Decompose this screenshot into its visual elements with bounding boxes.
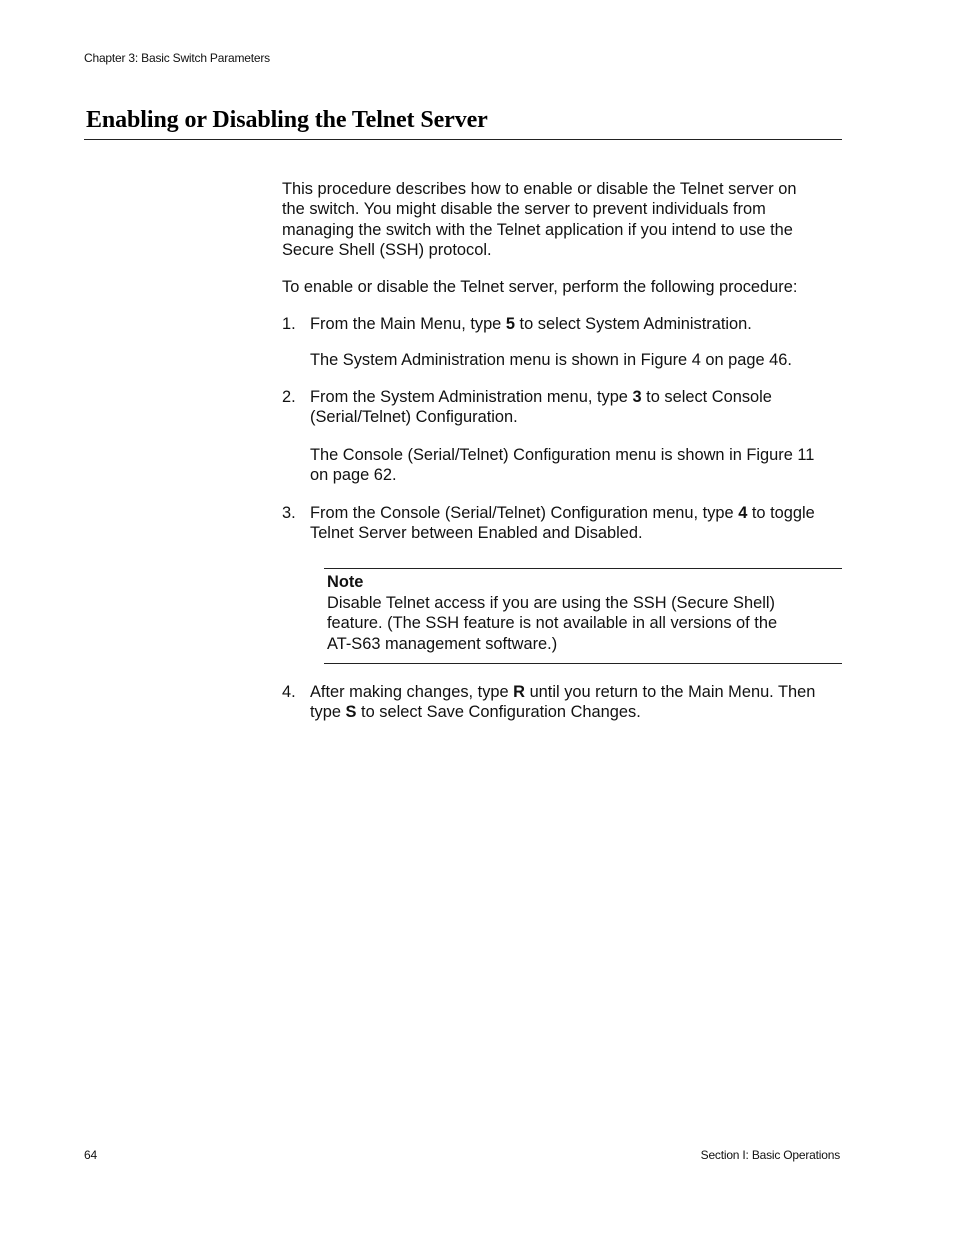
intro-line: the switch. You might disable the server to prevent individuals from [282, 200, 766, 219]
note-line: feature. (The SSH feature is not available in all versions of the [327, 614, 778, 633]
step-text-part: to select Console [641, 388, 772, 406]
step-text-part: to select Save Configuration Changes. [356, 703, 641, 722]
section-title: Enabling or Disabling the Telnet Server [86, 107, 488, 133]
step-text-part: to toggle [747, 504, 815, 522]
step-text-part: From the Console (Serial/Telnet) Configuration menu, type [310, 504, 739, 522]
intro-line: This procedure describes how to enable or disable the Telnet server on [282, 180, 797, 198]
intro-paragraph [282, 179, 842, 260]
step-result-line: on page 62. [310, 466, 397, 485]
step-1-text [310, 314, 842, 334]
step-number: 4. [282, 683, 296, 701]
intro-line: managing the switch with the Telnet application if you intend to use the [282, 220, 793, 239]
step-text-part: type [310, 703, 346, 722]
step-4-text [310, 682, 842, 723]
note-line: Disable Telnet access if you are using the SSH (Secure Shell) [327, 594, 775, 612]
step-key: S [345, 703, 357, 722]
running-header: Chapter 3: Basic Switch Parameters [84, 51, 270, 65]
step-2-result [310, 445, 842, 486]
step-number: 2. [282, 388, 296, 406]
step-key: 5 [505, 315, 515, 333]
intro-line: Secure Shell (SSH) protocol. [282, 240, 492, 259]
note-box [324, 568, 842, 664]
title-rule [84, 139, 842, 140]
note-title: Note [327, 573, 364, 591]
page-number: 64 [84, 1148, 97, 1162]
step-key: 4 [738, 504, 748, 522]
step-text-part: From the System Administration menu, type [310, 388, 633, 406]
step-text-part: Telnet Server between Enabled and Disabled. [310, 524, 643, 543]
step-text-part: (Serial/Telnet) Configuration. [310, 408, 518, 427]
lead-in-paragraph: To enable or disable the Telnet server, perform the following procedure: [282, 278, 798, 296]
step-text-part: From the Main Menu, type [310, 315, 506, 333]
note-text [327, 593, 827, 654]
step-text-part: until you return to the Main Menu. Then [525, 683, 816, 701]
step-text-part: to select System Administration. [514, 315, 752, 333]
note-line: AT-S63 management software.) [327, 634, 558, 653]
step-text-part: After making changes, type [310, 683, 514, 701]
step-3-text [310, 503, 842, 544]
step-key: 3 [632, 388, 642, 406]
footer-section-label: Section I: Basic Operations [700, 1148, 840, 1162]
step-1-result: The System Administration menu is shown in Figure 4 on page 46. [310, 351, 792, 369]
step-2-text [310, 387, 842, 428]
step-number: 1. [282, 315, 296, 333]
step-number: 3. [282, 504, 296, 522]
step-key: R [513, 683, 526, 701]
step-result-line: The Console (Serial/Telnet) Configuration menu is shown in Figure 11 [310, 446, 815, 464]
